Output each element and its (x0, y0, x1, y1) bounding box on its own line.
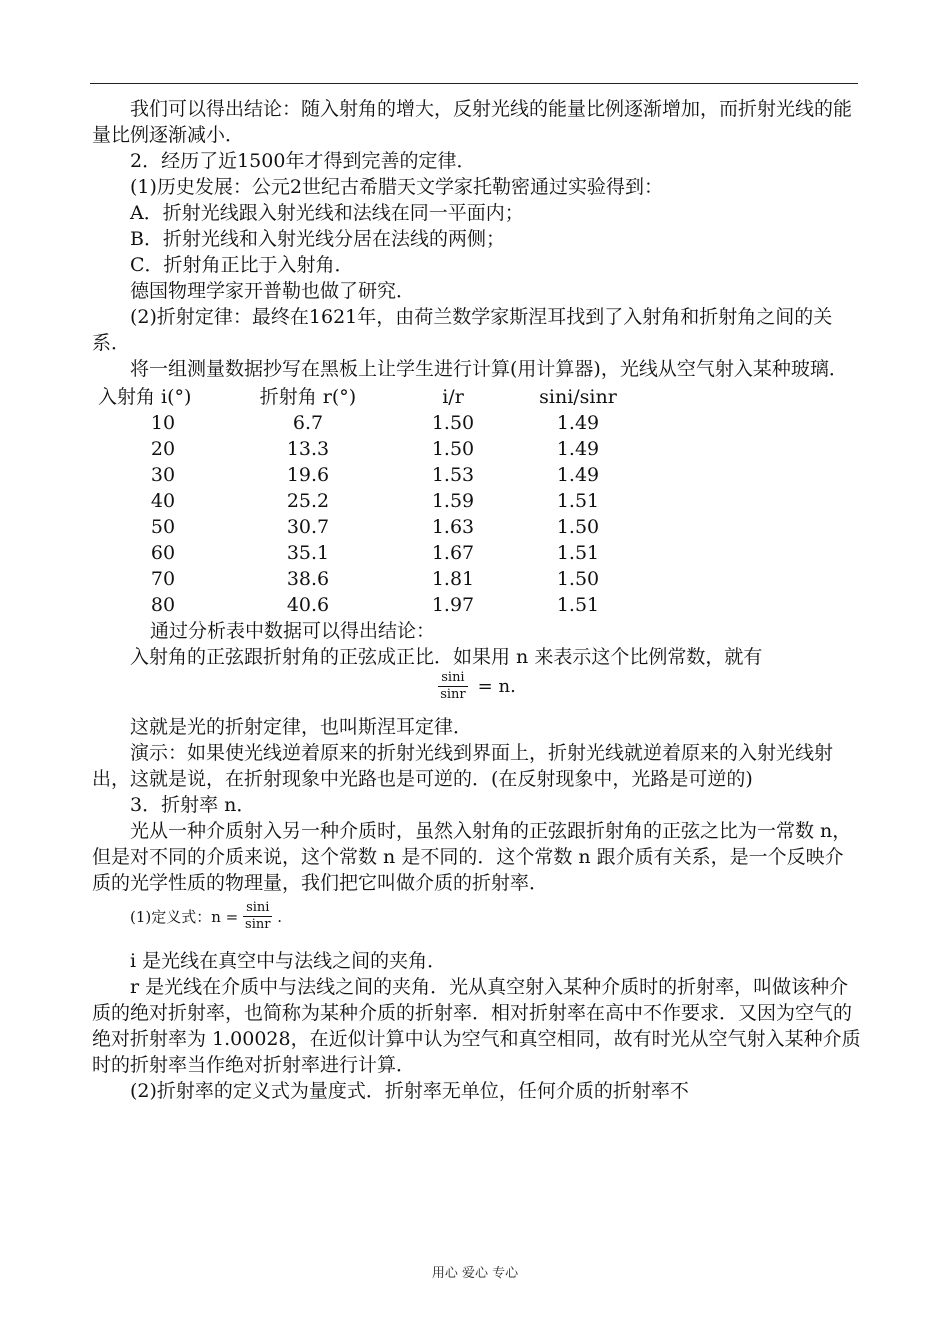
table-cell: 80 (150, 594, 176, 616)
table-row (98, 566, 638, 592)
table-cell: 1.51 (556, 594, 600, 616)
table-cell: 1.50 (556, 568, 600, 590)
list-item: C．折射角正比于入射角． (130, 254, 354, 276)
table-cell: 30 (150, 464, 176, 486)
table-header-cell: 折射角 r(°) (259, 386, 357, 408)
table-row (98, 514, 638, 540)
definition-label: (1)定义式：n = (130, 907, 239, 926)
table-row (98, 592, 638, 618)
table-row (98, 436, 638, 462)
paragraph: 将一组测量数据抄写在黑板上让学生进行计算(用计算器)，光线从空气射入某种玻璃． (130, 358, 848, 380)
table-header-cell: i/r (442, 386, 464, 408)
table-cell: 1.53 (431, 464, 475, 486)
paragraph: r 是光线在介质中与法线之间的夹角．光从真空射入某种介质时的折射率，叫做该种介质的绝对折射率，也简称为某种介质的折射率．相对折射率在高中不作要求．又因为空气的绝对折射率为 1.00028，在近似计算中认为空气和真空相同，故有时光从空气射入某种介质时的折射率当作绝对折射率进行计算． (92, 976, 861, 1076)
formula-numerator: sini (438, 670, 467, 687)
table-cell: 70 (150, 568, 176, 590)
table-cell: 1.51 (556, 542, 600, 564)
snell-formula (92, 670, 862, 714)
table-cell: 19.6 (286, 464, 330, 486)
table-cell: 1.59 (431, 490, 475, 512)
section-heading: 3．折射率 n． (130, 794, 256, 816)
table-cell: 1.97 (431, 594, 475, 616)
conclusion-intro: 通过分析表中数据可以得出结论： (150, 620, 436, 642)
table-row (98, 410, 638, 436)
table-cell: 1.50 (556, 516, 600, 538)
definition-formula (130, 900, 862, 944)
paragraph: (1)历史发展：公元2世纪古希腊天文学家托勒密通过实验得到： (130, 176, 664, 198)
paragraph: 德国物理学家开普勒也做了研究． (130, 280, 416, 302)
table-cell: 30.7 (286, 516, 330, 538)
document-body (92, 96, 862, 1104)
table-cell: 10 (150, 412, 176, 434)
table-cell: 25.2 (286, 490, 330, 512)
table-cell: 1.49 (556, 438, 600, 460)
paragraph: (2)折射率的定义式为量度式．折射率无单位，任何介质的折射率不 (130, 1080, 689, 1102)
conclusion-text: 入射角的正弦跟折射角的正弦成正比．如果用 n 来表示这个比例常数，就有 (130, 646, 763, 668)
list-item: B．折射光线和入射光线分居在法线的两侧； (130, 228, 505, 250)
formula-numerator: sini (243, 900, 272, 917)
table-row (98, 462, 638, 488)
measurement-table (98, 384, 638, 618)
paragraph: 我们可以得出结论：随入射角的增大，反射光线的能量比例逐渐增加，而折射光线的能量比例逐渐减小． (92, 98, 853, 146)
paragraph: 这就是光的折射定律，也叫斯涅耳定律． (130, 716, 473, 738)
page-footer: 用心 爱心 专心 (431, 1266, 519, 1281)
table-cell: 1.50 (431, 412, 475, 434)
formula-denominator: sinr (440, 687, 466, 702)
paragraph: (2)折射定律：最终在1621年，由荷兰数学家斯涅耳找到了入射角和折射角之间的关系． (92, 306, 833, 354)
table-cell: 6.7 (292, 412, 324, 434)
table-cell: 1.50 (431, 438, 475, 460)
table-cell: 1.67 (431, 542, 475, 564)
list-item: A．折射光线跟入射光线和法线在同一平面内； (130, 202, 524, 224)
paragraph: 光从一种介质射入另一种介质时，虽然入射角的正弦跟折射角的正弦之比为一常数 n，但是对不同的介质来说，这个常数 n 是不同的．这个常数 n 跟介质有关系，是一个反映介质的光学性质的物理量，我们把它叫做介质的折射率． (92, 820, 852, 894)
table-row (98, 540, 638, 566)
paragraph: 演示：如果使光线逆着原来的折射光线到界面上，折射光线就逆着原来的入射光线射出，这就是说，在折射现象中光路也是可逆的．(在反射现象中，光路是可逆的) (92, 742, 834, 790)
table-cell: 1.81 (431, 568, 475, 590)
table-cell: 40.6 (286, 594, 330, 616)
table-row (98, 488, 638, 514)
table-cell: 40 (150, 490, 176, 512)
table-cell: 1.51 (556, 490, 600, 512)
formula-denominator: sinr (245, 917, 271, 932)
table-header-cell: 入射角 i(°) (98, 386, 192, 408)
formula-tail: . (277, 907, 283, 926)
table-cell: 1.49 (556, 464, 600, 486)
table-cell: 38.6 (286, 568, 330, 590)
table-cell: 20 (150, 438, 176, 460)
header-rule (90, 83, 858, 84)
table-header-cell: sini/sinr (539, 386, 617, 408)
table-header-row (98, 384, 638, 410)
table-cell: 1.63 (431, 516, 475, 538)
table-cell: 35.1 (286, 542, 330, 564)
formula-rhs: = n. (477, 675, 516, 697)
paragraph: i 是光线在真空中与法线之间的夹角． (130, 950, 447, 972)
table-cell: 50 (150, 516, 176, 538)
section-heading: 2．经历了近1500年才得到完善的定律． (130, 150, 476, 172)
table-cell: 1.49 (556, 412, 600, 434)
formula-fraction (243, 900, 272, 933)
formula-fraction (438, 670, 467, 703)
table-cell: 60 (150, 542, 176, 564)
table-cell: 13.3 (286, 438, 330, 460)
